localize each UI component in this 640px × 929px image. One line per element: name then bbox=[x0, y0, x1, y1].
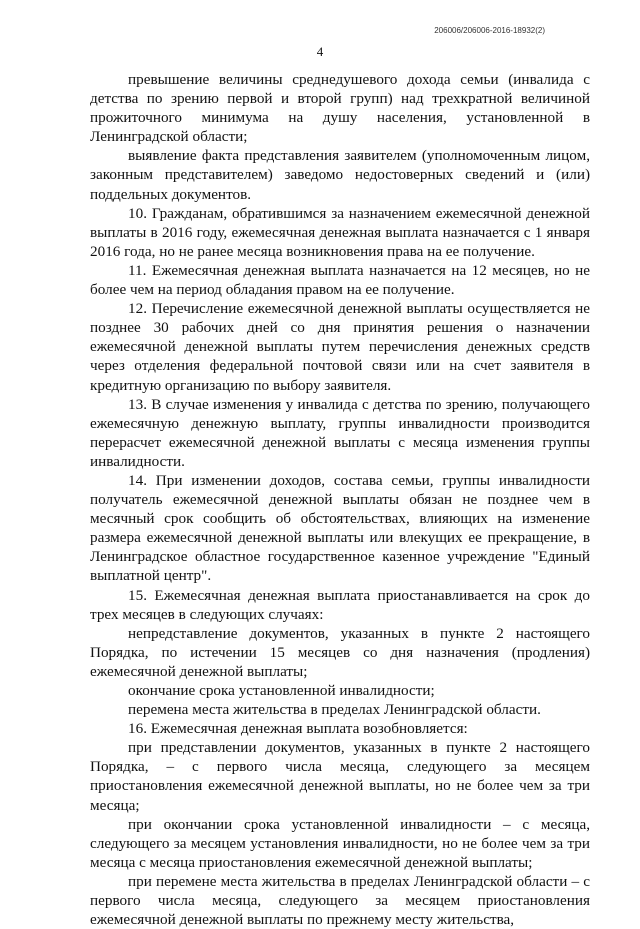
paragraph-item-15: 15. Ежемесячная денежная выплата приостанавливается на срок до трех месяцев в следующих случаях: bbox=[90, 586, 590, 623]
paragraph-16-case-relocation: при перемене места жительства в пределах Ленинградской области – с первого числа месяца, следующего за месяцем приостановления ежемесячной денежной выплаты по прежнему месту жительства, bbox=[90, 872, 590, 929]
paragraph-15-case-disability-end: окончание срока установленной инвалидности; bbox=[128, 682, 435, 699]
document-body bbox=[90, 70, 590, 929]
paragraph-16-case-disability-end: при окончании срока установленной инвалидности – с месяца, следующего за месяцем установления инвалидности, но не более чем за три месяца с месяца приостановления ежемесячной денежной выплаты; bbox=[90, 815, 590, 871]
paragraph-15-case-relocation: перемена места жительства в пределах Ленинградской области. bbox=[128, 701, 541, 719]
paragraph-false-documents: выявление факта представления заявителем (уполномоченным лицом, законным представителем) заведомо недостоверных сведений и (или) поддельных документов. bbox=[90, 147, 590, 203]
paragraph-item-12: 12. Перечисление ежемесячной денежной выплаты осуществляется не позднее 30 рабочих дней со дня принятия решения о назначении ежемесячной денежной выплаты путем перечисления денежных средств через отделения федеральной почтовой связи или на счет заявителя в кредитную организацию по выбору заявителя. bbox=[90, 300, 590, 394]
paragraph-item-14: 14. При изменении доходов, состава семьи, группы инвалидности получатель ежемесячной денежной выплаты обязан не позднее чем в месячный срок сообщить об обстоятельствах, влияющих на изменение размера ежемесячной денежной выплаты или влекущих ее прекращение, в Ленинградское областное государственное казенное учреждение "Единый выплатной центр". bbox=[90, 471, 590, 585]
paragraph-item-11: 11. Ежемесячная денежная выплата назначается на 12 месяцев, но не более чем на период обладания правом на ее получение. bbox=[90, 261, 590, 299]
document-id: 206006/206006-2016-18932(2) bbox=[434, 26, 545, 35]
paragraph-item-10: 10. Гражданам, обратившимся за назначением ежемесячной денежной выплаты в 2016 году, ежемесячная денежная выплата назначается с 1 января 2016 года, но не ранее месяца возникновения права на ее получение. bbox=[90, 204, 590, 260]
page-number: 4 bbox=[316, 44, 324, 59]
paragraph-income-excess: превышение величины среднедушевого дохода семьи (инвалида с детства по зрению первой и второй групп) над трехкратной величиной прожиточного минимума на душу населения, установленной в Ленинградской области; bbox=[90, 71, 590, 146]
paragraph-16-case-documents: при представлении документов, указанных в пункте 2 настоящего Порядка, – с первого числа месяца, следующего за месяцем приостановления ежемесячной денежной выплаты, но не более чем за три месяца; bbox=[90, 739, 590, 814]
paragraph-15-case-documents: непредставление документов, указанных в пункте 2 настоящего Порядка, по истечении 15 месяцев со дня назначения (продления) ежемесячной денежной выплаты; bbox=[90, 624, 590, 680]
paragraph-item-13: 13. В случае изменения у инвалида с детства по зрению, получающего ежемесячную денежную выплату, группы инвалидности производится перерасчет ежемесячной денежной выплаты с месяца изменения группы инвалидности. bbox=[90, 395, 590, 470]
paragraph-item-16: 16. Ежемесячная денежная выплата возобновляется: bbox=[128, 720, 468, 738]
